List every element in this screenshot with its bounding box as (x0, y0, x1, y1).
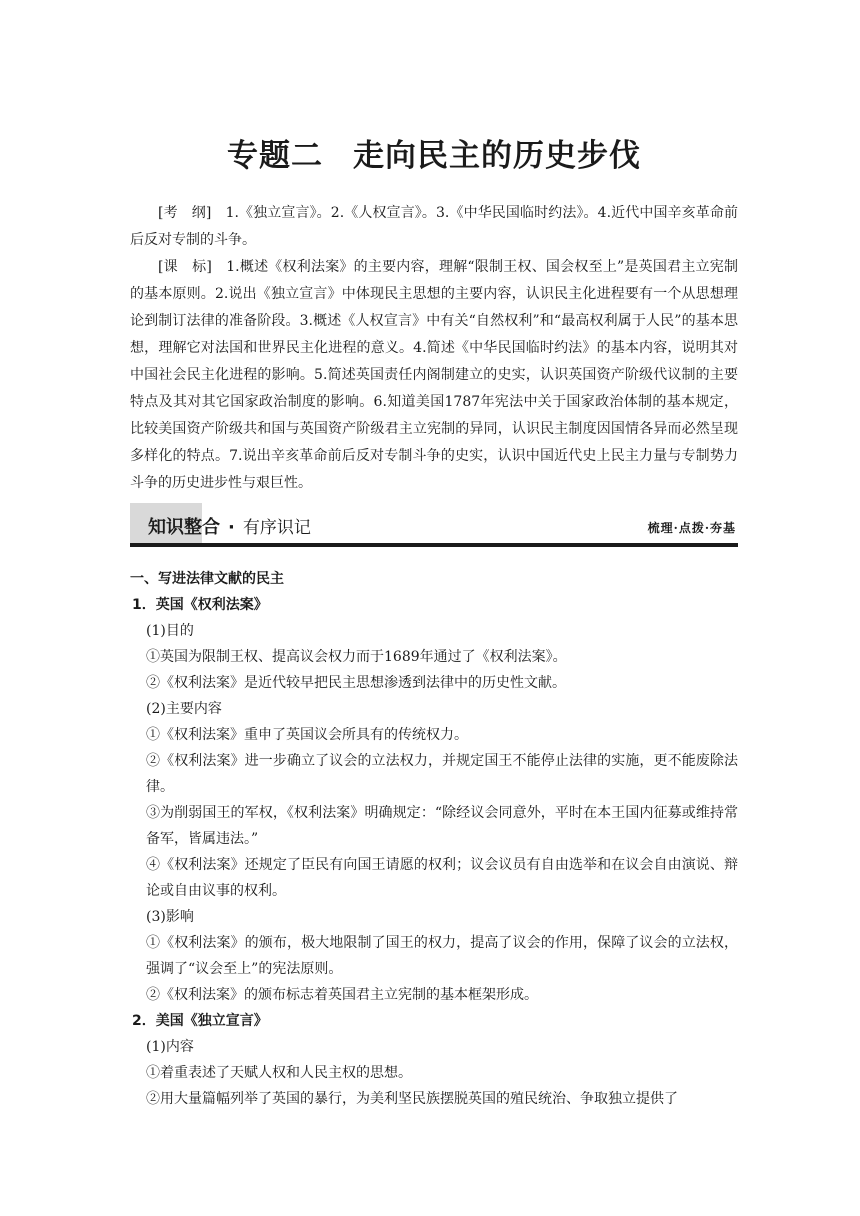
point-label: (2)主要内容 (146, 701, 222, 717)
banner-sub-label: 有序识记 (242, 518, 311, 538)
section-banner (130, 503, 738, 547)
list-item: ①《权利法案》的颁布，极大地限制了国王的权力，提高了议会的作用，保障了议会的立法权，强调了“议会至上”的宪法原则。 (146, 935, 738, 977)
list-item: ②用大量篇幅列举了英国的暴行，为美利坚民族摆脱英国的殖民统治、争取独立提供了 (146, 1091, 678, 1107)
section-heading: 一、写进法律文献的民主 (130, 571, 284, 587)
subsection-heading: 2．美国《独立宣言》 (132, 1013, 268, 1029)
list-item: ①着重表述了天赋人权和人民主权的思想。 (146, 1065, 412, 1081)
banner-underline (130, 543, 738, 547)
list-item: ②《权利法案》的颁布标志着英国君主立宪制的基本框架形成。 (146, 987, 538, 1003)
list-item: ②《权利法案》进一步确立了议会的立法权力，并规定国王不能停止法律的实施，更不能废除法律。 (146, 753, 738, 795)
list-item: ①《权利法案》重申了英国议会所具有的传统权力。 (146, 727, 468, 743)
exam-outline-paragraph: [考 纲] 1.《独立宣言》。2.《人权宣言》。3.《中华民国临时约法》。4.近代中国辛亥革命前后反对专制的斗争。 (130, 205, 738, 248)
knowledge-content (130, 566, 738, 1112)
point-label: (1)内容 (146, 1039, 194, 1055)
title-topic-number: 专题二 (227, 138, 323, 174)
banner-main-label: 知识整合 (148, 517, 220, 538)
list-item: ②《权利法案》是近代较早把民主思想渗透到法律中的历史性文献。 (146, 675, 566, 691)
banner-separator: · (228, 517, 235, 538)
subsection-heading: 1．英国《权利法案》 (132, 597, 268, 613)
syllabus-section (130, 200, 738, 497)
title-topic-name: 走向民主的历史步伐 (353, 138, 641, 174)
banner-heading (148, 513, 311, 539)
point-label: (1)目的 (146, 623, 194, 639)
banner-right-label: 梳理·点拨·夯基 (647, 521, 736, 535)
page-title (130, 130, 738, 175)
point-label: (3)影响 (146, 909, 194, 925)
curriculum-standard-paragraph: [课 标] 1.概述《权利法案》的主要内容，理解“限制王权、国会权至上”是英国君主立宪制的基本原则。2.说出《独立宣言》中体现民主思想的主要内容，认识民主化进程要有一个从思想理论到制订法律的准备阶段。3.概述《人权宣言》中有关“自然权利”和“最高权利属于人民”的基本思想，理解它对法国和世界民主化进程的意义。4.简述《中华民国临时约法》的基本内容，说明其对中国社会民主化进程的影响。5.简述英国责任内阁制建立的史实，认识英国资产阶级代议制的主要特点及其对其它国家政治制度的影响。6.知道美国1787年宪法中关于国家政治体制的基本规定，比较美国资产阶级共和国与英国资产阶级君主立宪制的异同，认识民主制度因国情各异而必然呈现多样化的特点。7.说出辛亥革命前后反对专制斗争的史实，认识中国近代史上民主力量与专制势力斗争的历史进步性与艰巨性。 (130, 259, 738, 491)
list-item: ①英国为限制王权、提高议会权力而于1689年通过了《权利法案》。 (146, 649, 567, 665)
list-item: ③为削弱国王的军权，《权利法案》明确规定：“除经议会同意外，平时在本王国内征募或维持常备军，皆属违法。” (146, 805, 738, 847)
list-item: ④《权利法案》还规定了臣民有向国王请愿的权利；议会议员有自由选举和在议会自由演说、辩论或自由议事的权利。 (146, 857, 738, 899)
